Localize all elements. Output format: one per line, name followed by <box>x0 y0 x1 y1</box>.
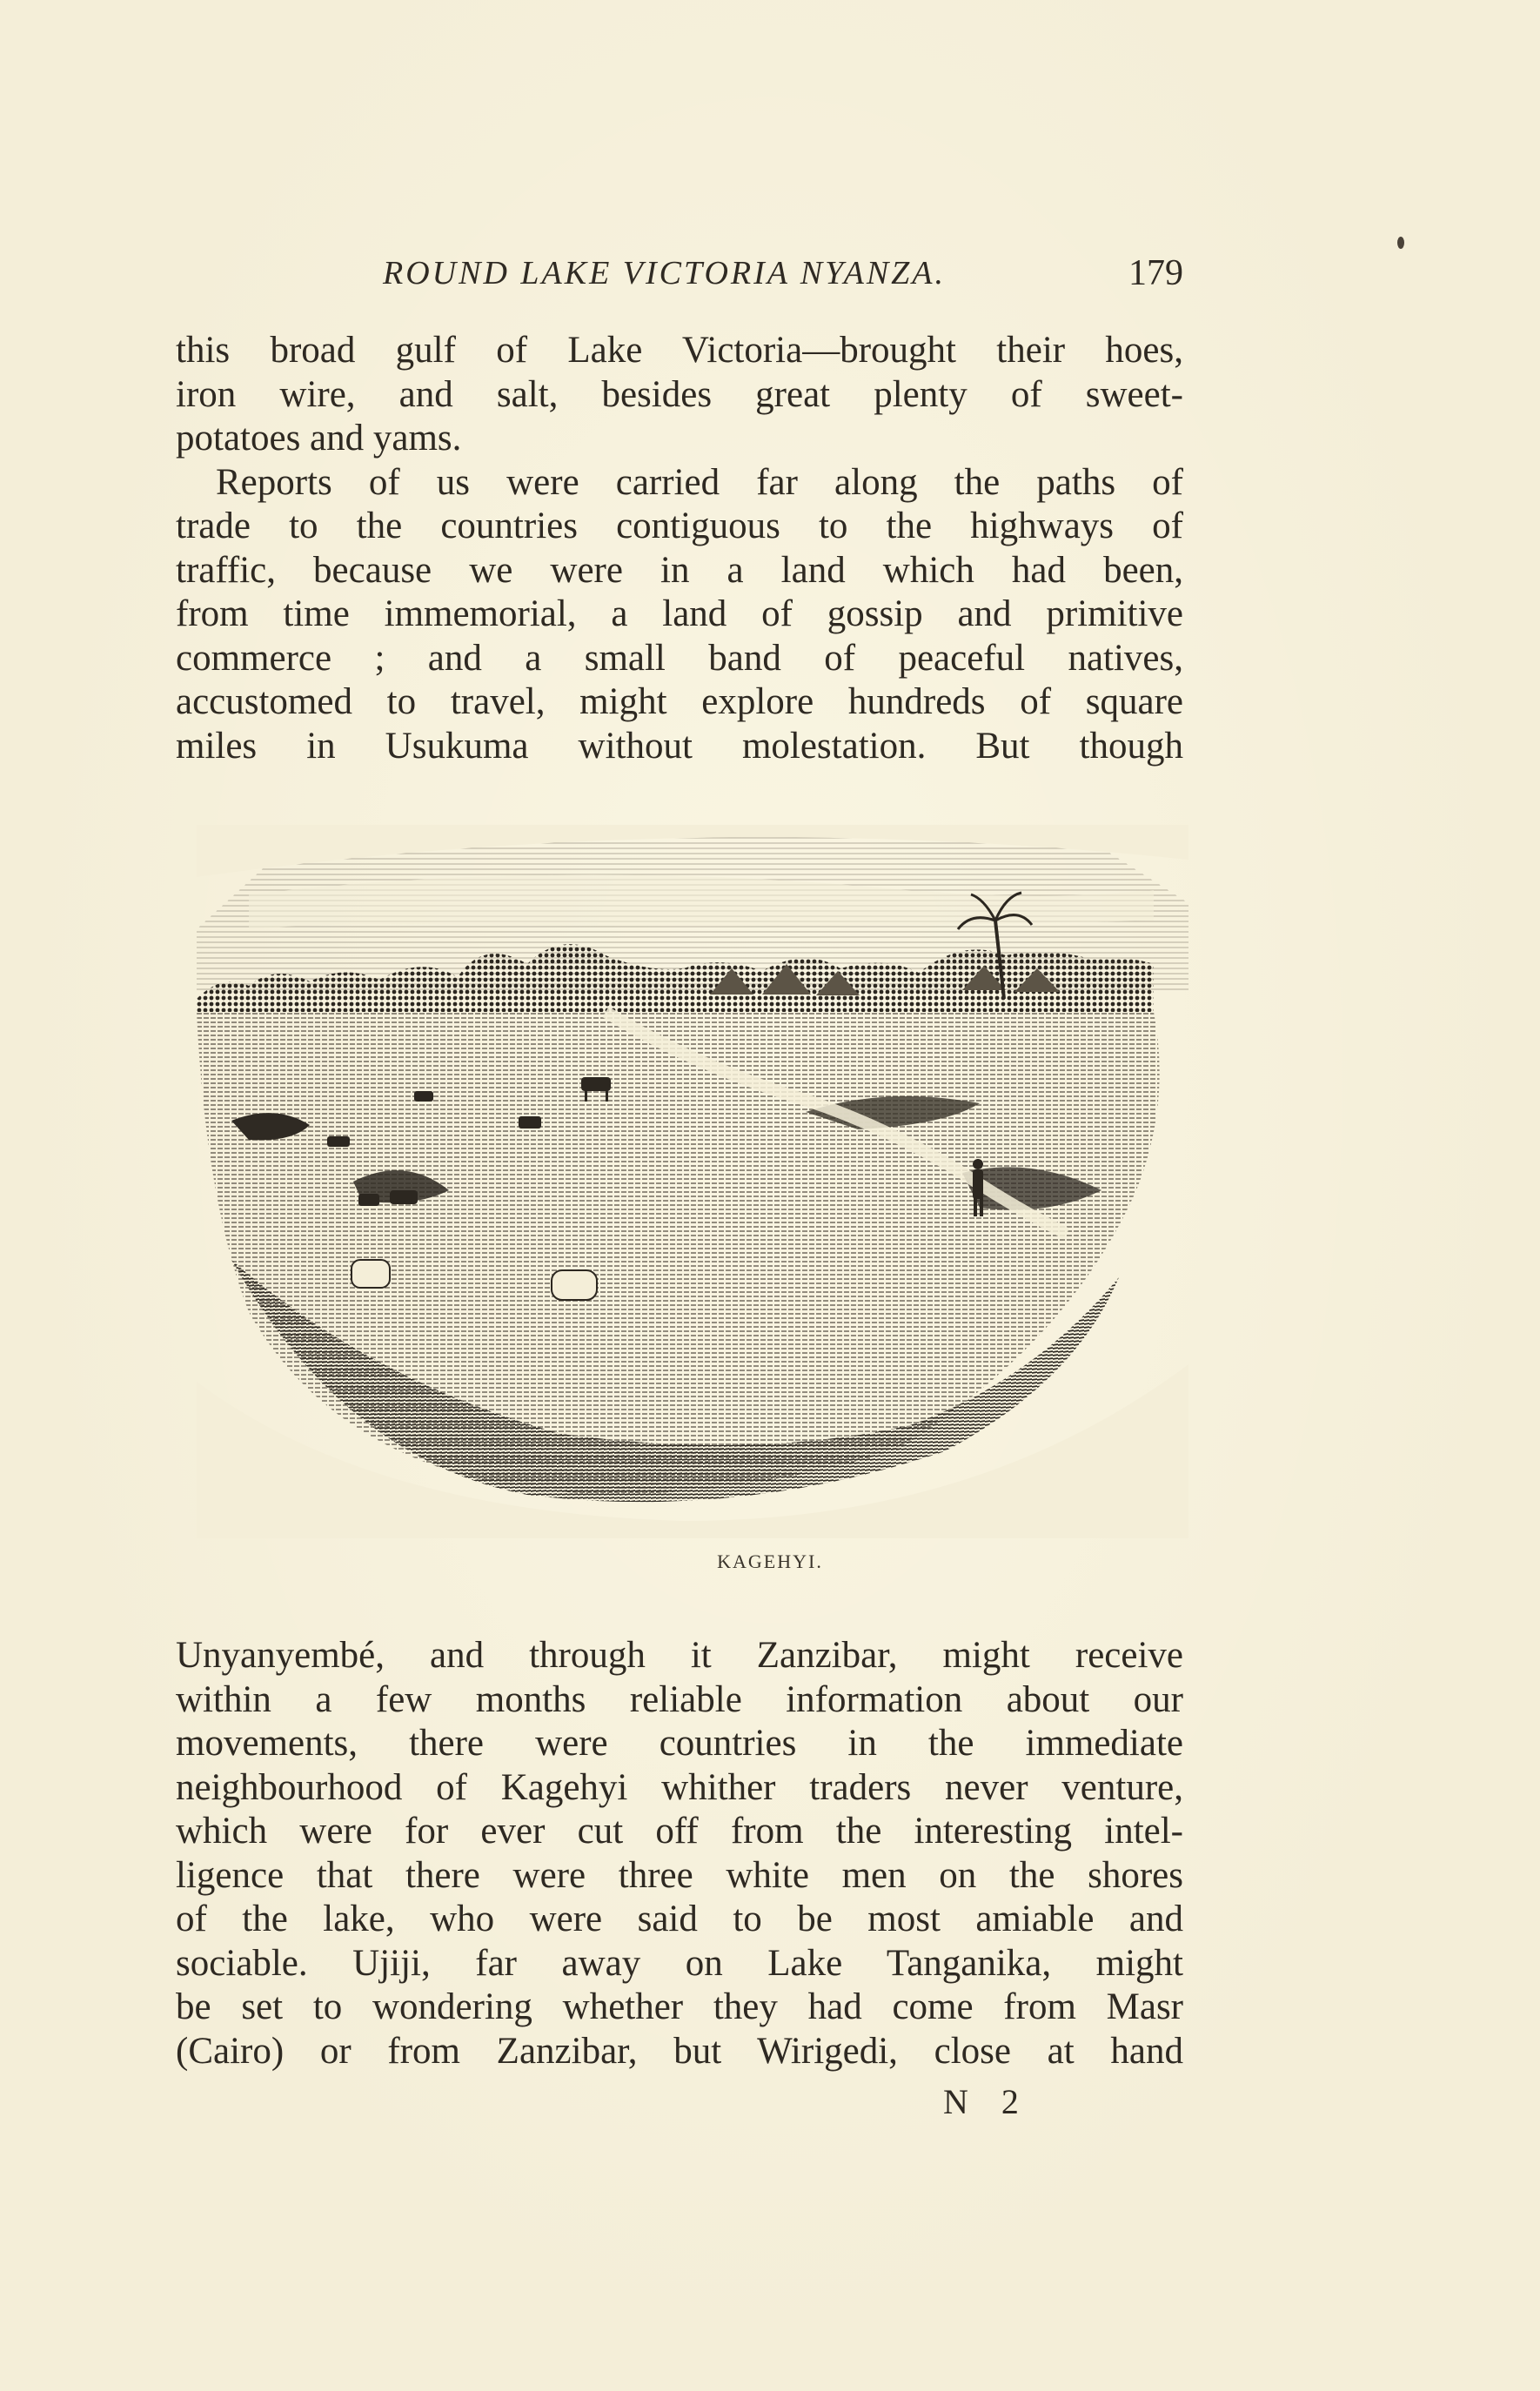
text-line: from time immemorial, a land of gossip and primitive <box>176 593 1183 634</box>
text-line: be set to wondering whether they had come from Masr <box>176 1986 1183 2027</box>
text-line: which were for ever cut off from the interesting intel- <box>176 1811 1183 1852</box>
text-line: Reports of us were carried far along the paths of <box>216 461 1183 503</box>
text-block-top <box>176 329 1183 768</box>
signature-mark: N 2 <box>943 2082 1031 2121</box>
text-block-bottom <box>176 1634 1183 2073</box>
text-line: miles in Usukuma without molestation. But though <box>176 725 1183 767</box>
text-line: sociable. Ujiji, far away on Lake Tanganika, might <box>176 1942 1183 1984</box>
page-number: 179 <box>1128 253 1183 293</box>
figure-caption: KAGEHYI. <box>717 1550 823 1572</box>
running-head-title: ROUND LAKE VICTORIA NYANZA. <box>383 255 947 291</box>
text-line: neighbourhood of Kagehyi whither traders never venture, <box>176 1766 1183 1808</box>
text-line: traffic, because we were in a land which had been, <box>176 549 1183 591</box>
text-line: (Cairo) or from Zanzibar, but Wirigedi, close at hand <box>176 2030 1183 2072</box>
text-line: within a few months reliable information about our <box>176 1678 1183 1720</box>
text-line: iron wire, and salt, besides great plenty of sweet- <box>176 373 1183 415</box>
text-line: ligence that there were three white men on the shores <box>176 1854 1183 1896</box>
text-line: movements, there were countries in the immediate <box>176 1723 1183 1764</box>
plain <box>197 1012 1160 1494</box>
text-line: of the lake, who were said to be most amiable and <box>176 1899 1183 1939</box>
text-line: Unyanyembé, and through it Zanzibar, might receive <box>176 1635 1183 1676</box>
running-head <box>174 254 1183 306</box>
text-line: accustomed to travel, might explore hundreds of square <box>176 681 1183 722</box>
text-line: trade to the countries contiguous to the highways of <box>176 506 1183 546</box>
engraving-kagehyi <box>197 825 1188 1538</box>
text-line: potatoes and yams. <box>176 418 462 459</box>
text-line: commerce ; and a small band of peaceful natives, <box>176 637 1183 679</box>
ink-speck <box>1397 237 1404 249</box>
text-line: this broad gulf of Lake Victoria—brought their hoes, <box>176 330 1183 371</box>
